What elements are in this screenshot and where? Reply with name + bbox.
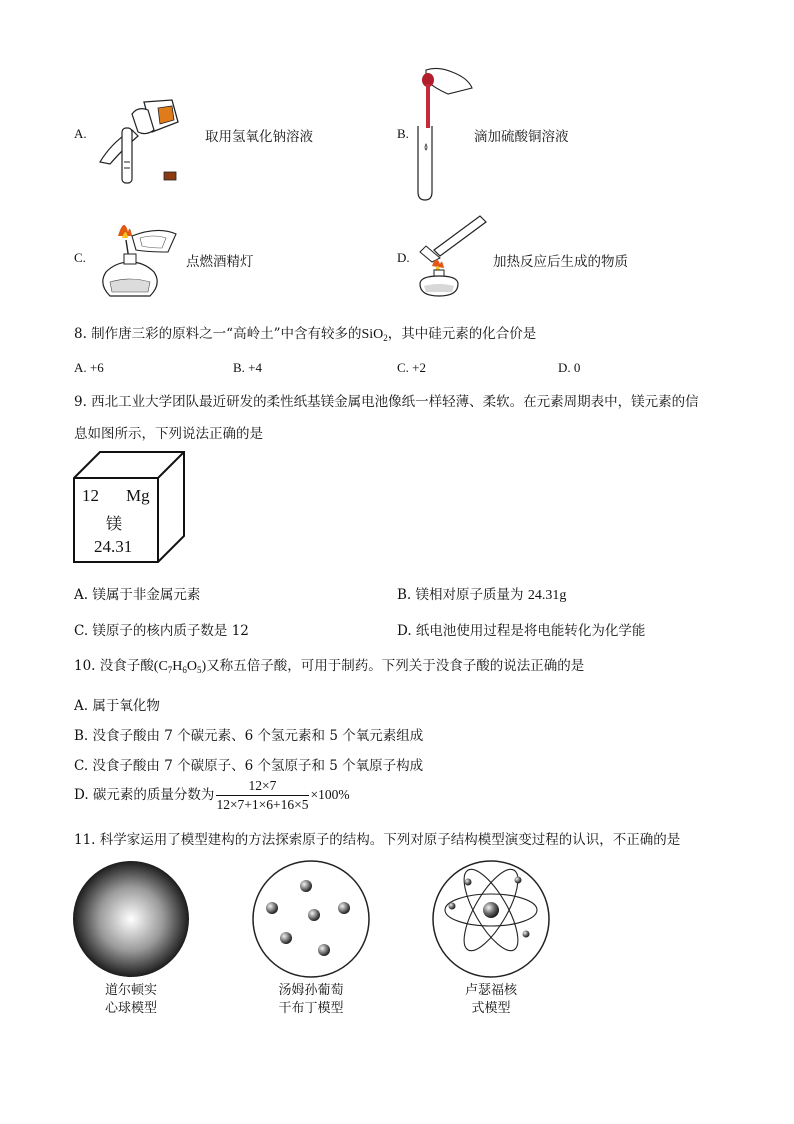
q9-stem-line1: 9. 西北工业大学团队最近研发的柔性纸基镁金属电池像纸一样轻薄、柔软。在元素周期表中，镁元素的信 [74, 394, 699, 410]
q8-option-a: A. +6 [74, 360, 104, 375]
option-c-text: 点燃酒精灯 [186, 254, 254, 270]
caption-rutherford: 卢瑟福核 式模型 [464, 983, 517, 1016]
q10-stem-after: 又称五倍子酸，可用于制药。下列关于没食子酸的说法正确的是 [206, 658, 585, 674]
caption-dalton: 道尔顿实 心球模型 [104, 983, 157, 1016]
q9-stem-line2: 息如图所示，下列说法正确的是 [74, 426, 263, 442]
option-b-text: 滴加硫酸铜溶液 [474, 129, 569, 145]
q8-option-d: D. 0 [558, 360, 581, 375]
option-b-letter: B. [397, 126, 409, 141]
option-c-letter: C. [74, 250, 86, 265]
q9-option-c: C. 镁原子的核内质子数是 12 [74, 623, 249, 639]
q8-stem-before: 8. 制作唐三彩的原料之一“高岭土”中含有较多的 [74, 326, 362, 342]
element-name: 镁 [106, 514, 123, 533]
q10-option-b: B. 没食子酸由 7 个碳元素、6 个氢元素和 5 个氧元素组成 [74, 728, 424, 744]
element-atomic-number: 12 [82, 486, 99, 505]
q10-stem [74, 654, 584, 675]
q8-option-b: B. +4 [233, 360, 263, 375]
option-d-text: 加热反应后生成的物质 [493, 254, 628, 270]
heating-tube-illustration [412, 208, 494, 304]
q10-stem-before: 10. 没食子酸 [74, 658, 154, 674]
option-a-text: 取用氢氧化钠溶液 [205, 129, 313, 145]
q8-stem-after: ，其中硅元素的化合价是 [387, 326, 537, 342]
q10-option-c: C. 没食子酸由 7 个碳原子、6 个氢原子和 5 个氧原子构成 [74, 758, 424, 774]
q10-option-a: A. 属于氧化物 [74, 698, 160, 714]
caption-thomson: 汤姆孙葡萄 干布丁模型 [278, 983, 344, 1016]
q11-stem: 11. 科学家运用了模型建构的方法探索原子的结构。下列对原子结构模型演变过程的认识，不正确的是 [74, 832, 681, 848]
rutherford-nuclear-model [430, 858, 552, 980]
q9-option-b-value: 24.31g [527, 588, 567, 603]
q8-formula: SiO$_2$ [361, 327, 388, 343]
element-symbol: Mg [126, 486, 150, 505]
q8-option-c: C. +2 [397, 360, 427, 375]
dropper-test-tube-illustration [408, 66, 478, 204]
pour-solution-illustration [92, 92, 192, 187]
q10-formula: $(C_7H_6O_5)$ [153, 659, 207, 675]
q9-option-b: B. 镁相对原子质量为 24.31g [397, 587, 567, 603]
q8-stem [74, 322, 536, 343]
q10-option-d: D. 碳元素的质量分数为 $\frac{12\times 7}{12\times 7+1\times 6+16\times 5}$ ×100% [74, 778, 350, 812]
q9-option-a: A. 镁属于非金属元素 [74, 587, 201, 603]
option-d-letter: D. [397, 250, 410, 265]
mass-fraction: $\frac{12\times 7}{12\times 7+1\times 6+16\times 5}$ [216, 778, 309, 812]
option-a-letter: A. [74, 126, 87, 141]
q9-option-d: D. 纸电池使用过程是将电能转化为化学能 [397, 623, 646, 639]
dalton-solid-sphere-model [70, 858, 192, 980]
alcohol-lamp-illustration [88, 212, 188, 304]
thomson-plum-pudding-model [250, 858, 372, 980]
element-atomic-mass: 24.31 [94, 537, 133, 556]
